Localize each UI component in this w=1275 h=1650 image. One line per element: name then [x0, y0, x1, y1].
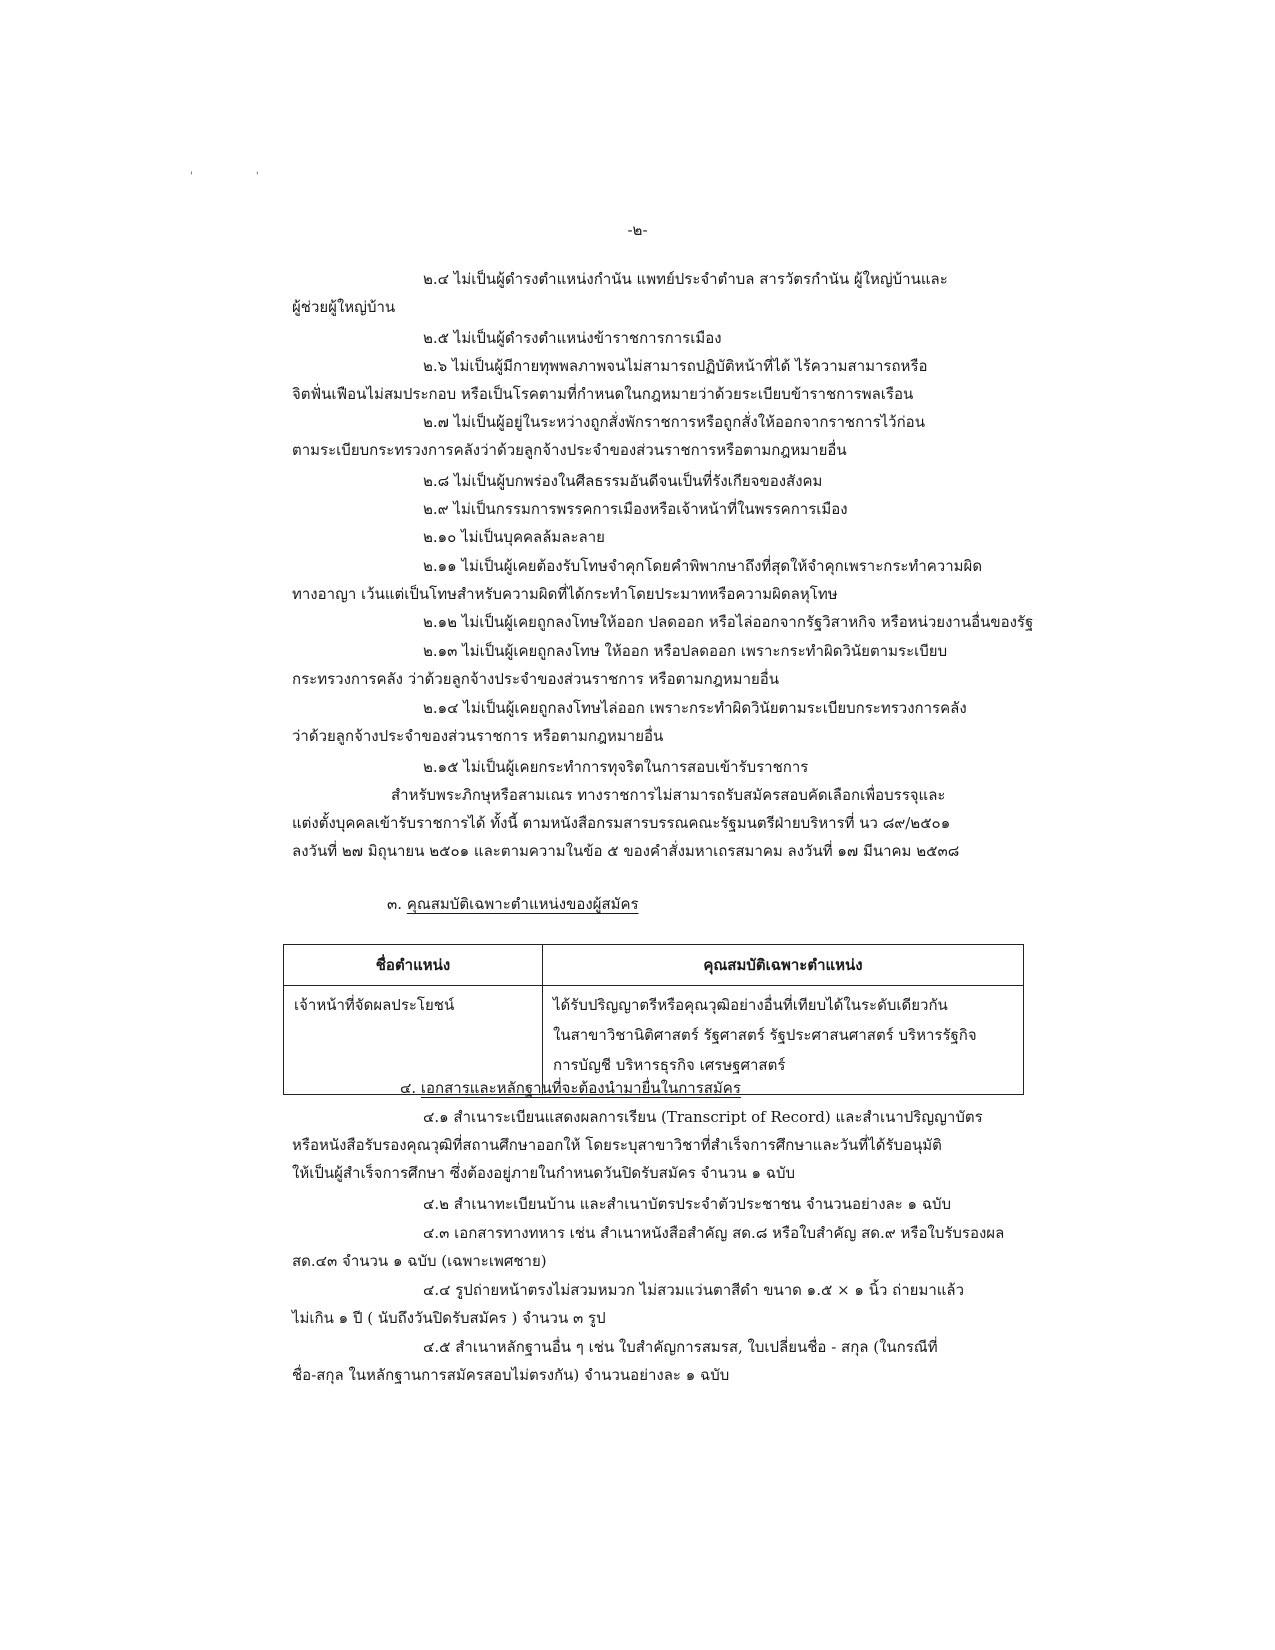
- item-4-1: ๔.๑ สำเนาระเบียนแสดงผลการเรียน (Transcript of Record) และสำเนาปริญญาบัตร: [423, 1108, 983, 1126]
- item-4-3-cont: สด.๔๓ จำนวน ๑ ฉบับ (เฉพาะเพศชาย): [292, 1252, 547, 1270]
- item-4-5: ๔.๕ สำเนาหลักฐานอื่น ๆ เช่น ใบสำคัญการสมรส, ใบเปลี่ยนชื่อ - สกุล (ในกรณีที่: [423, 1338, 938, 1356]
- item-2-13-cont: กระทรวงการคลัง ว่าด้วยลูกจ้างประจำของส่วนราชการ หรือตามกฎหมายอื่น: [292, 670, 780, 688]
- section-3-number: ๓.: [387, 895, 403, 913]
- table-header-row: [284, 945, 1024, 986]
- item-2-5: ๒.๕ ไม่เป็นผู้ดำรงตำแหน่งข้าราชการการเมือง: [423, 329, 722, 347]
- item-2-8: ๒.๘ ไม่เป็นผู้บกพร่องในศีลธรรมอันดีจนเป็นที่รังเกียจของสังคม: [423, 472, 823, 490]
- item-2-7-cont: ตามระเบียบกระทรวงการคลังว่าด้วยลูกจ้างประจำของส่วนราชการหรือตามกฎหมายอื่น: [292, 441, 847, 459]
- qualification-line-3: การบัญชี บริหารธุรกิจ เศรษฐศาสตร์: [553, 1056, 786, 1074]
- item-2-4-cont: ผู้ช่วยผู้ใหญ่บ้าน: [292, 298, 396, 316]
- qualification-line-2: ในสาขาวิชานิติศาสตร์ รัฐศาสตร์ รัฐประศาสนศาสตร์ บริหารรัฐกิจ: [553, 1026, 977, 1044]
- item-4-3: ๔.๓ เอกสารทางทหาร เช่น สำเนาหนังสือสำคัญ สด.๘ หรือใบสำคัญ สด.๙ หรือใบรับรองผล: [423, 1224, 1005, 1242]
- header-position: ชื่อตำแหน่ง: [284, 945, 543, 986]
- section-3-heading: [387, 897, 639, 912]
- section-4-heading: [400, 1081, 741, 1096]
- item-2-13: ๒.๑๓ ไม่เป็นผู้เคยถูกลงโทษ ให้ออก หรือปลดออก เพราะกระทำผิดวินัยตามระเบียบ: [423, 642, 948, 660]
- item-2-15: ๒.๑๕ ไม่เป็นผู้เคยกระทำการทุจริตในการสอบเข้ารับราชการ: [423, 758, 809, 776]
- monk-paragraph-line-3: ลงวันที่ ๒๗ มิถุนายน ๒๕๐๑ และตามความในข้อ ๕ ของคำสั่งมหาเถรสมาคม ลงวันที่ ๑๗ มีนาคม ๒๕๓๘: [292, 842, 960, 860]
- item-2-7: ๒.๗ ไม่เป็นผู้อยู่ในระหว่างถูกสั่งพักราชการหรือถูกสั่งให้ออกจากราชการไว้ก่อน: [423, 413, 925, 431]
- page-number: -๒-: [627, 221, 648, 239]
- section-4-number: ๔.: [400, 1079, 417, 1097]
- header-qualification: คุณสมบัติเฉพาะตำแหน่ง: [543, 945, 1024, 986]
- item-4-4-cont: ไม่เกิน ๑ ปี ( นับถึงวันปิดรับสมัคร ) จำนวน ๓ รูป: [292, 1309, 606, 1327]
- item-4-4: ๔.๔ รูปถ่ายหน้าตรงไม่สวมหมวก ไม่สวมแว่นตาสีดำ ขนาด ๑.๕ × ๑ นิ้ว ถ่ายมาแล้ว: [423, 1281, 965, 1299]
- item-2-6-cont: จิตฟั่นเฟือนไม่สมประกอบ หรือเป็นโรคตามที่กำหนดในกฎหมายว่าด้วยระเบียบข้าราชการพลเรือน: [292, 385, 914, 403]
- qualification-table: [283, 944, 1024, 1095]
- qualification-line-1: ได้รับปริญญาตรีหรือคุณวุฒิอย่างอื่นที่เทียบได้ในระดับเดียวกัน: [553, 996, 948, 1014]
- item-2-14-cont: ว่าด้วยลูกจ้างประจำของส่วนราชการ หรือตามกฎหมายอื่น: [292, 727, 664, 745]
- item-2-11: ๒.๑๑ ไม่เป็นผู้เคยต้องรับโทษจำคุกโดยคำพิพากษาถึงที่สุดให้จำคุกเพราะกระทำความผิด: [423, 557, 983, 575]
- item-2-11-cont: ทางอาญา เว้นแต่เป็นโทษสำหรับความผิดที่ได้กระทำโดยประมาทหรือความผิดลหุโทษ: [292, 585, 838, 603]
- item-2-12: ๒.๑๒ ไม่เป็นผู้เคยถูกลงโทษให้ออก ปลดออก หรือไล่ออกจากรัฐวิสาหกิจ หรือหน่วยงานอื่นของรัฐ: [423, 613, 1034, 631]
- item-2-9: ๒.๙ ไม่เป็นกรรมการพรรคการเมืองหรือเจ้าหน้าที่ในพรรคการเมือง: [423, 500, 848, 518]
- cell-position: เจ้าหน้าที่จัดผลประโยชน์: [284, 986, 543, 1095]
- item-4-1-cont-2: ให้เป็นผู้สำเร็จการศึกษา ซึ่งต้องอยู่ภายในกำหนดวันปิดรับสมัคร จำนวน ๑ ฉบับ: [292, 1164, 796, 1182]
- item-4-2: ๔.๒ สำเนาทะเบียนบ้าน และสำเนาบัตรประจำตัวประชาชน จำนวนอย่างละ ๑ ฉบับ: [423, 1195, 952, 1213]
- item-2-10: ๒.๑๐ ไม่เป็นบุคคลล้มละลาย: [423, 528, 605, 546]
- section-3-title: คุณสมบัติเฉพาะตำแหน่งของผู้สมัคร: [406, 895, 639, 913]
- scan-specks: ' ': [190, 171, 289, 182]
- item-4-1-cont-1: หรือหนังสือรับรองคุณวุฒิที่สถานศึกษาออกให้ โดยระบุสาขาวิชาที่สำเร็จการศึกษาและวันที่ได้รับอนุมัติ: [292, 1136, 942, 1154]
- item-2-6: ๒.๖ ไม่เป็นผู้มีกายทุพพลภาพจนไม่สามารถปฏิบัติหน้าที่ได้ ไร้ความสามารถหรือ: [423, 357, 928, 375]
- item-4-5-cont: ชื่อ-สกุล ในหลักฐานการสมัครสอบไม่ตรงกัน) จำนวนอย่างละ ๑ ฉบับ: [292, 1366, 730, 1384]
- monk-paragraph-line-1: สำหรับพระภิกษุหรือสามเณร ทางราชการไม่สามารถรับสมัครสอบคัดเลือกเพื่อบรรจุและ: [391, 786, 946, 804]
- item-2-4: ๒.๔ ไม่เป็นผู้ดำรงตำแหน่งกำนัน แพทย์ประจำตำบล สารวัตรกำนัน ผู้ใหญ่บ้านและ: [423, 270, 948, 288]
- item-2-14: ๒.๑๔ ไม่เป็นผู้เคยถูกลงโทษไล่ออก เพราะกระทำผิดวินัยตามระเบียบกระทรวงการคลัง: [423, 699, 967, 717]
- section-4-title: เอกสารและหลักฐานที่จะต้องนำมายื่นในการสมัคร: [420, 1079, 741, 1097]
- monk-paragraph-line-2: แต่งตั้งบุคคลเข้ารับราชการได้ ทั้งนี้ ตามหนังสือกรมสารบรรณคณะรัฐมนตรีฝ่ายบริหารที่ นว ๘๙/๒๕๐๑: [292, 814, 951, 832]
